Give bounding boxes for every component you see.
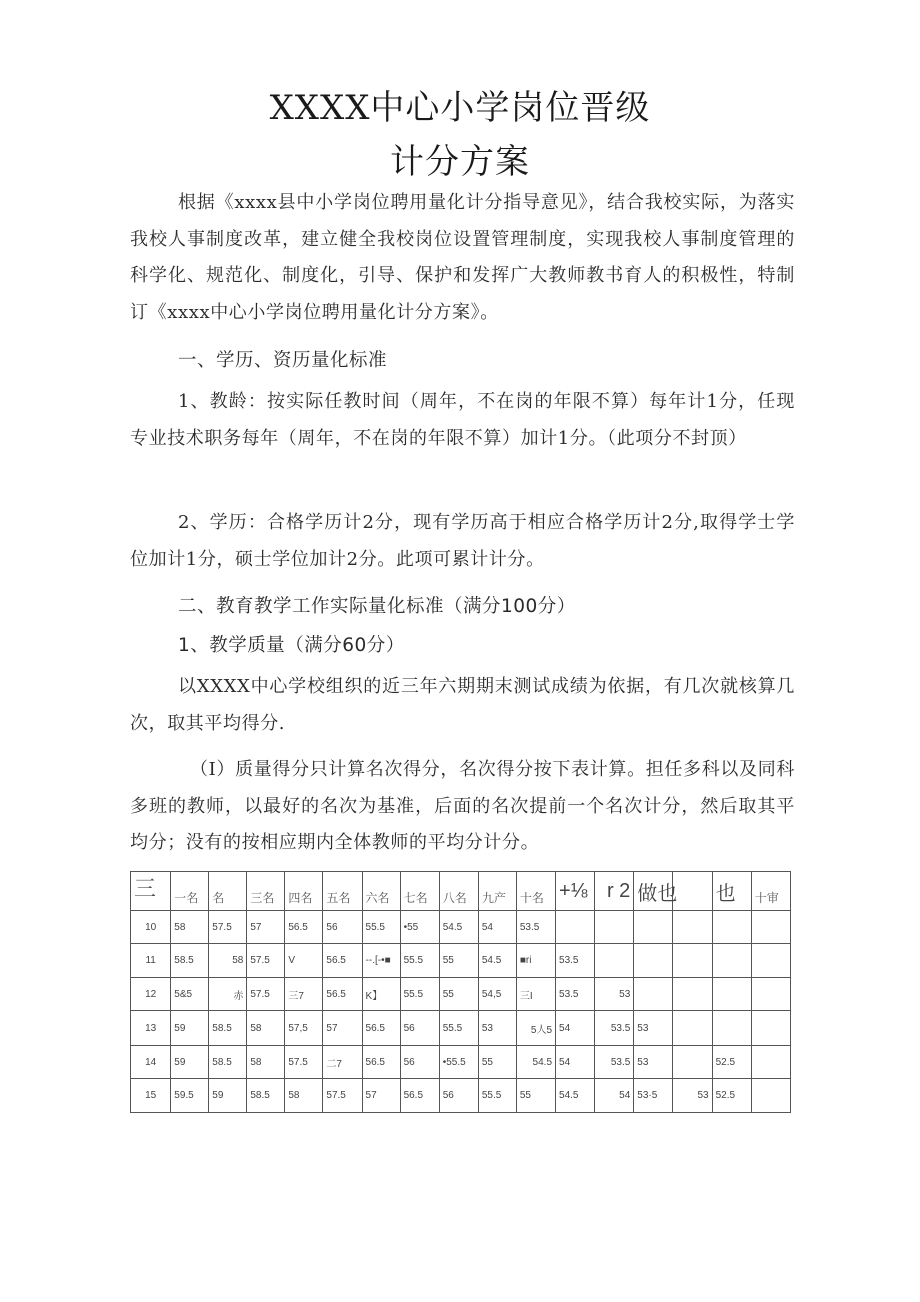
- table-row: [131, 978, 791, 1011]
- table-cell: 57.5: [209, 911, 247, 944]
- table-row: [131, 944, 791, 978]
- table-cell: [712, 944, 751, 978]
- table-cell: [751, 978, 790, 1011]
- table-cell: [751, 1011, 790, 1046]
- table-cell: 56.5: [400, 1079, 439, 1113]
- table-row: [131, 1011, 791, 1046]
- table-cell: 56.5: [323, 944, 362, 978]
- table-cell: 53: [634, 1011, 673, 1046]
- rank-score-table: [130, 871, 791, 1113]
- table-cell: [673, 911, 712, 944]
- table-cell: 58.5: [171, 944, 209, 978]
- table-cell: [712, 978, 751, 1011]
- table-cell: [673, 978, 712, 1011]
- table-cell: 54: [556, 1011, 595, 1046]
- table-cell: 5人5: [516, 1011, 555, 1046]
- table-cell: [712, 911, 751, 944]
- table-cell: 13: [131, 1011, 171, 1046]
- table-cell: 14: [131, 1046, 171, 1079]
- table-cell: 59.5: [171, 1079, 209, 1113]
- table-cell: 55.5: [400, 978, 439, 1011]
- table-cell: 56.5: [285, 911, 323, 944]
- table-cell: K】: [362, 978, 400, 1011]
- section1-heading: 一、学历、资历量化标准: [178, 350, 388, 371]
- table-cell: 55.5: [478, 1079, 516, 1113]
- table-cell: 58.5: [209, 1011, 247, 1046]
- table-cell: 59: [171, 1011, 209, 1046]
- table-cell: 58.5: [209, 1046, 247, 1079]
- table-cell: 57.5: [247, 978, 285, 1011]
- table-cell: 10: [131, 911, 171, 944]
- table-cell: 56: [400, 1011, 439, 1046]
- header-cell: 八名: [439, 872, 478, 911]
- table-cell: ■ri: [516, 944, 555, 978]
- header-cell: 六名: [362, 872, 400, 911]
- header-cell: 十名: [516, 872, 555, 911]
- table-cell: 53.5: [595, 1011, 634, 1046]
- table-cell: 57: [247, 911, 285, 944]
- table-cell: 57,5: [285, 1011, 323, 1046]
- table-cell: 53·5: [634, 1079, 673, 1113]
- header-cell: 名: [209, 872, 247, 911]
- section2-sub1-heading: 1、教学质量（满分60分）: [178, 635, 405, 656]
- table-row: [131, 911, 791, 944]
- header-cell: 四名: [285, 872, 323, 911]
- document-title-line2: 计分方案: [390, 142, 530, 182]
- section1-item2: 2、学历：合格学历计2分，现有学历高于相应合格学历计2分,取得学士学位加计1分，硕士学位加计2分。此项可累计计分。: [130, 512, 795, 570]
- table-cell: [595, 911, 634, 944]
- table-header-row: [131, 872, 791, 911]
- table-cell: 54,5: [478, 978, 516, 1011]
- table-cell: 54: [595, 1079, 634, 1113]
- header-cell: +⅛: [556, 872, 595, 911]
- header-cell: 三名: [247, 872, 285, 911]
- section1-item1: 1、教龄：按实际任教时间（周年，不在岗的年限不算）每年计1分，任现专业技术职务每年（周年，不在岗的年限不算）加计1分。（此项分不封顶）: [130, 391, 795, 449]
- header-cell: 五名: [323, 872, 362, 911]
- table-cell: 53: [478, 1011, 516, 1046]
- table-cell: 55.5: [439, 1011, 478, 1046]
- section2-paragraph1: 以XXXX中心学校组织的近三年六期期末测试成绩为依据，有几次就核算几次，取其平均得分.: [130, 676, 795, 734]
- table-cell: •55: [400, 911, 439, 944]
- table-cell: 52.5: [712, 1046, 751, 1079]
- table-cell: 11: [131, 944, 171, 978]
- table-cell: 55: [439, 978, 478, 1011]
- table-cell: 54: [478, 911, 516, 944]
- table-cell: 赤: [209, 978, 247, 1011]
- table-cell: 53.5: [556, 944, 595, 978]
- table-cell: [751, 944, 790, 978]
- header-cell: 三: [131, 872, 171, 911]
- table-cell: 53: [634, 1046, 673, 1079]
- table-cell: 57.5: [323, 1079, 362, 1113]
- table-cell: [673, 1046, 712, 1079]
- table-row: [131, 1079, 791, 1113]
- table-cell: 54.5: [478, 944, 516, 978]
- table-cell: 55: [478, 1046, 516, 1079]
- table-cell: 58: [171, 911, 209, 944]
- table-cell: [673, 1011, 712, 1046]
- table-cell: 58: [285, 1079, 323, 1113]
- table-cell: 55.5: [400, 944, 439, 978]
- header-cell: [673, 872, 712, 911]
- table-cell: 53: [595, 978, 634, 1011]
- table-cell: 二7: [323, 1046, 362, 1079]
- table-cell: --.[-•■: [362, 944, 400, 978]
- table-cell: 58: [247, 1011, 285, 1046]
- table-cell: 57.5: [247, 944, 285, 978]
- table-cell: 55: [516, 1079, 555, 1113]
- table-cell: 58: [209, 944, 247, 978]
- table-cell: 56.5: [362, 1011, 400, 1046]
- table-row: [131, 1046, 791, 1079]
- header-cell: 九产: [478, 872, 516, 911]
- table-cell: [634, 911, 673, 944]
- table-cell: 57: [323, 1011, 362, 1046]
- table-cell: 53: [673, 1079, 712, 1113]
- table-cell: 59: [209, 1079, 247, 1113]
- table-cell: 12: [131, 978, 171, 1011]
- table-cell: 56.5: [362, 1046, 400, 1079]
- table-cell: [556, 911, 595, 944]
- section2-heading: 二、教育教学工作实际量化标准（满分100分）: [178, 596, 576, 617]
- table-cell: [751, 911, 790, 944]
- table-cell: 59: [171, 1046, 209, 1079]
- table-cell: 56: [439, 1079, 478, 1113]
- document-title-line1: XXXX中心小学岗位晋级: [269, 88, 651, 128]
- table-cell: 52.5: [712, 1079, 751, 1113]
- section2-paragraph2: （I）质量得分只计算名次得分，名次得分按下表计算。担任多科以及同科多班的教师，以最好的名次为基准，后面的名次提前一个名次计分，然后取其平均分；没有的按相应期内全体教师的平均分计分。: [130, 759, 795, 853]
- table-cell: 56: [400, 1046, 439, 1079]
- intro-paragraph: 根据《xxxx县中小学岗位聘用量化计分指导意见》，结合我校实际，为落实我校人事制度改革，建立健全我校岗位设置管理制度，实现我校人事制度管理的科学化、规范化、制度化，引导、保护和发挥广大教师教书育人的积极性，特制订《xxxx中心小学岗位聘用量化计分方案》。: [130, 192, 795, 323]
- table-cell: [595, 944, 634, 978]
- header-cell: r 2: [595, 872, 634, 911]
- table-cell: [634, 978, 673, 1011]
- header-cell: 一名: [171, 872, 209, 911]
- header-cell: 也: [712, 872, 751, 911]
- header-cell: 七名: [400, 872, 439, 911]
- table-cell: 55: [439, 944, 478, 978]
- table-cell: 15: [131, 1079, 171, 1113]
- table-cell: 三7: [285, 978, 323, 1011]
- table-cell: 53.5: [516, 911, 555, 944]
- table-cell: •55.5: [439, 1046, 478, 1079]
- table-cell: [634, 944, 673, 978]
- table-cell: V: [285, 944, 323, 978]
- table-cell: 55.5: [362, 911, 400, 944]
- table-cell: 53.5: [595, 1046, 634, 1079]
- table-cell: 56: [323, 911, 362, 944]
- header-cell: 做也: [634, 872, 673, 911]
- table-cell: 53.5: [556, 978, 595, 1011]
- table-cell: [673, 944, 712, 978]
- table-cell: 三I: [516, 978, 555, 1011]
- table-cell: [712, 1011, 751, 1046]
- table-cell: [751, 1046, 790, 1079]
- table-cell: 54: [556, 1046, 595, 1079]
- table-cell: [751, 1079, 790, 1113]
- table-cell: 54.5: [516, 1046, 555, 1079]
- table-cell: 54.5: [556, 1079, 595, 1113]
- table-cell: 56.5: [323, 978, 362, 1011]
- table-cell: 57.5: [285, 1046, 323, 1079]
- table-cell: 54.5: [439, 911, 478, 944]
- header-cell: 十审: [751, 872, 790, 911]
- table-cell: 58: [247, 1046, 285, 1079]
- table-cell: 5&5: [171, 978, 209, 1011]
- table-cell: 58.5: [247, 1079, 285, 1113]
- table-cell: 57: [362, 1079, 400, 1113]
